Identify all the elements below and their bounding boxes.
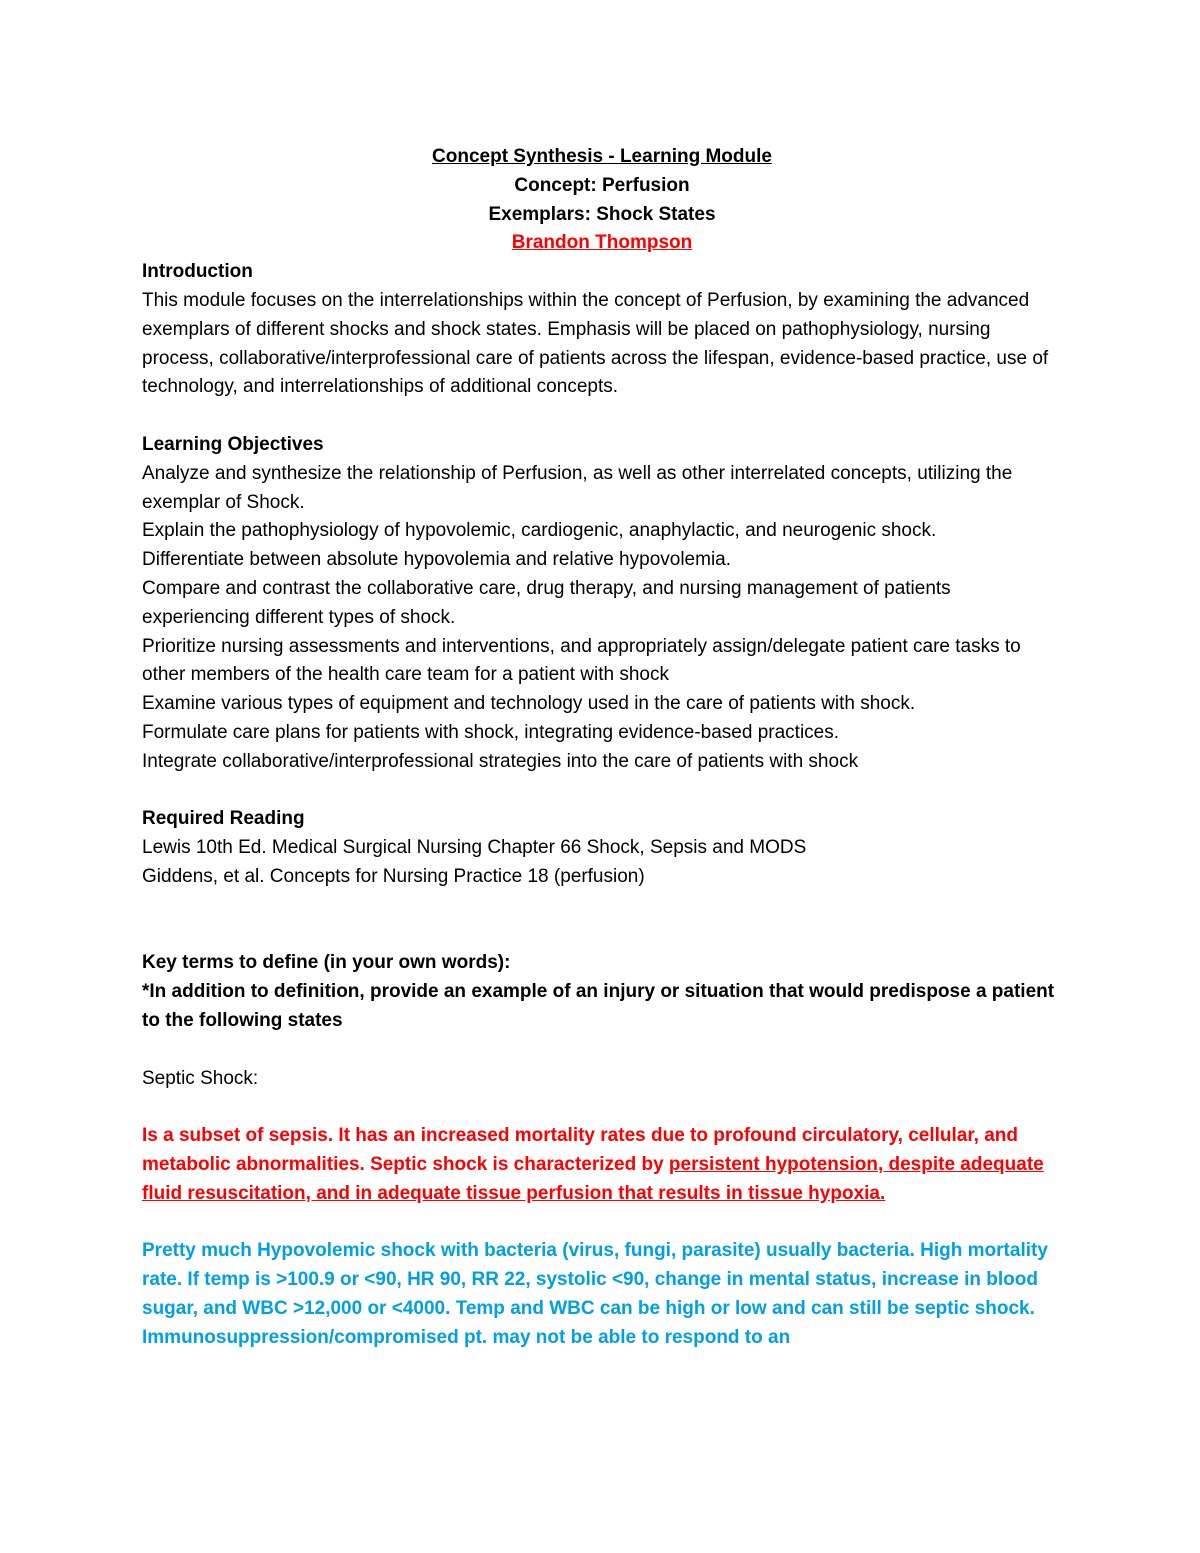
objective-item: Compare and contrast the collaborative care, drug therapy, and nursing management of patients experiencing different types of shock. bbox=[142, 577, 951, 628]
objective-item: Integrate collaborative/interprofessional strategies into the care of patients with shock bbox=[142, 750, 859, 772]
answer-red-plain: Is a subset of sepsis. It has an increased mortality rates due to profound circulatory, cellular, and metabolic abnormalities. Septic shock is characterized by bbox=[142, 1125, 1019, 1175]
objective-item: Differentiate between absolute hypovolemia and relative hypovolemia. bbox=[142, 549, 732, 571]
document-page bbox=[142, 143, 1062, 1352]
objective-item: Explain the pathophysiology of hypovolemic, cardiogenic, anaphylactic, and neurogenic shock. bbox=[142, 520, 937, 542]
objective-item: Analyze and synthesize the relationship of Perfusion, as well as other interrelated concepts, utilizing the exemplar of Shock. bbox=[142, 462, 1013, 513]
exemplars-line: Exemplars: Shock States bbox=[488, 203, 716, 225]
objectives-heading: Learning Objectives bbox=[142, 433, 324, 455]
septic-shock-answer-red bbox=[142, 1122, 1062, 1208]
objective-item: Prioritize nursing assessments and interventions, and appropriately assign/delegate patient care tasks to other members of the health care team for a patient with shock bbox=[142, 635, 1021, 686]
septic-shock-answer-blue: Pretty much Hypovolemic shock with bacteria (virus, fungi, parasite) usually bacteria. High mortality rate. If temp is >100.9 or <90, HR 90, RR 22, systolic <90, change in mental status, increase in blood sugar, and WBC >12,000 or <4000. Temp and WBC can be high or low and can still be septic shock. Immunosuppression/compromised pt. may not be able to respond to an bbox=[142, 1240, 1048, 1348]
key-terms-instruction: *In addition to definition, provide an example of an injury or situation that would predispose a patient to the following states bbox=[142, 981, 1055, 1031]
document-title: Concept Synthesis - Learning Module bbox=[432, 146, 772, 167]
septic-shock-term: Septic Shock: bbox=[142, 1067, 259, 1089]
introduction-body: This module focuses on the interrelationships within the concept of Perfusion, by examining the advanced exemplars of different shocks and shock states. Emphasis will be placed on pathophysiology, nursing process, collaborative/interprofessional care of patients across the lifespan, evidence-based practice, use of technology, and interrelationships of additional concepts. bbox=[142, 289, 1049, 398]
reading-heading: Required Reading bbox=[142, 808, 305, 830]
objective-item: Formulate care plans for patients with shock, integrating evidence-based practices. bbox=[142, 721, 840, 743]
answer-red-underlined: persistent hypotension, despite adequate fluid resuscitation, and in adequate tissue perfusion that results in tissue hypoxia. bbox=[142, 1153, 1044, 1204]
introduction-heading: Introduction bbox=[142, 261, 253, 283]
reading-item: Lewis 10th Ed. Medical Surgical Nursing Chapter 66 Shock, Sepsis and MODS bbox=[142, 837, 807, 859]
key-terms-heading: Key terms to define (in your own words): bbox=[142, 952, 511, 974]
author-name: Brandon Thompson bbox=[511, 232, 693, 254]
objective-item: Examine various types of equipment and technology used in the care of patients with shock. bbox=[142, 693, 916, 715]
reading-item: Giddens, et al. Concepts for Nursing Practice 18 (perfusion) bbox=[142, 865, 645, 887]
concept-line: Concept: Perfusion bbox=[514, 174, 690, 196]
